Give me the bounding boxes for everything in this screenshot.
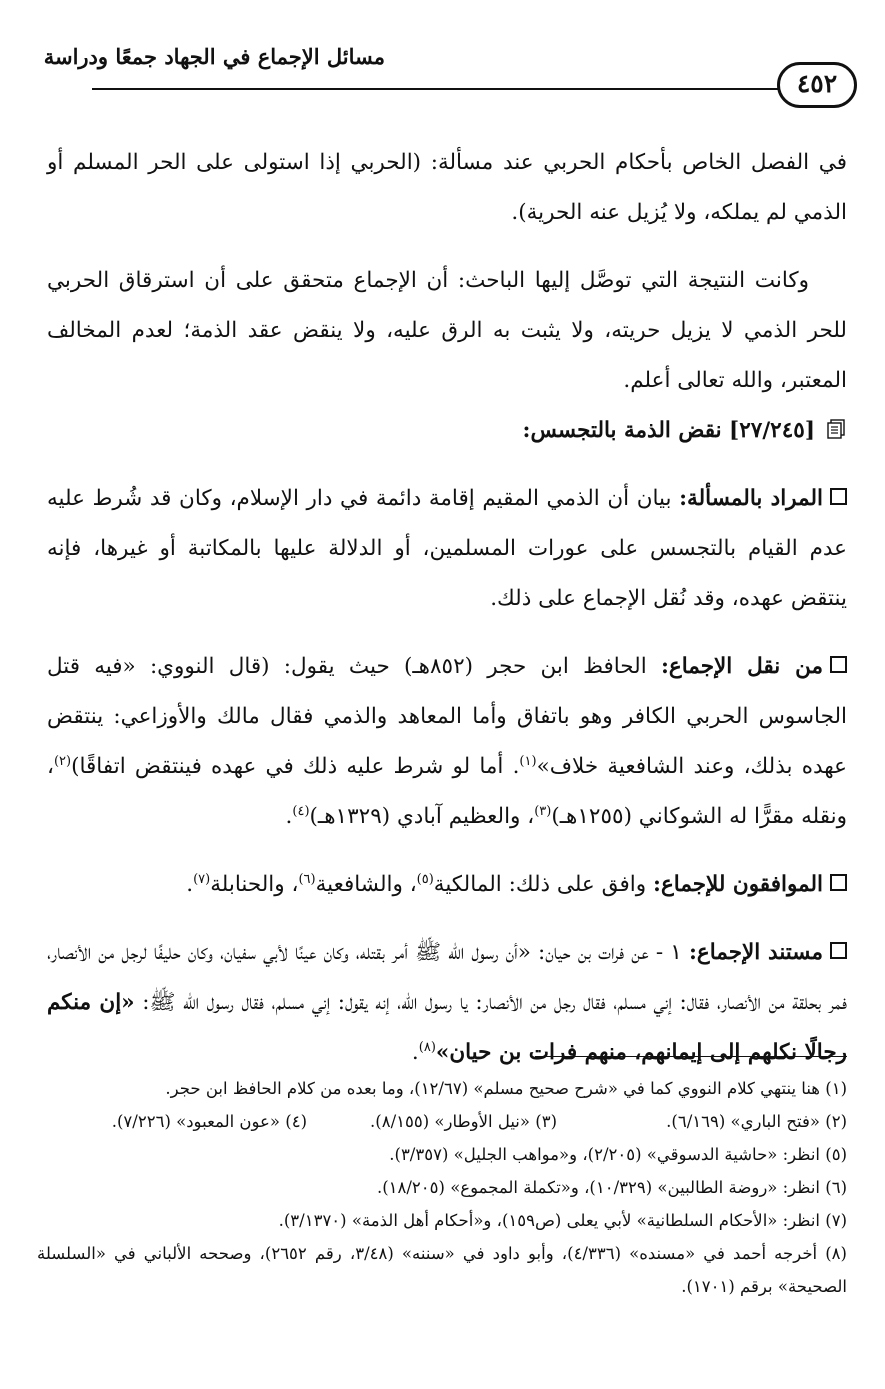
footnote-4: (٤) «عون المعبود» (٧/٢٢٦). — [111, 1112, 307, 1131]
checkbox-square-icon — [830, 874, 847, 891]
naql-text-1: الحافظ ابن حجر (٨٥٢هـ) حيث يقول: (قال النووي: «فيه قتل الجاسوس الحربي الكافر وهو باتفاق وأما المعاهد والذمي فقال مالك والأوزاعي: ينتقض عهده بذلك، وعند الشافعية خلاف» — [47, 654, 847, 779]
checkbox-square-icon — [830, 656, 847, 673]
murad-label: المراد بالمسألة: — [679, 486, 823, 511]
footnote-separator — [535, 1056, 847, 1057]
main-text — [47, 138, 847, 1078]
muwafiqun-text-4: . — [186, 872, 194, 897]
naql-label: من نقل الإجماع: — [660, 654, 823, 679]
book-pages-icon — [825, 409, 847, 431]
footnote-3: (٣) «نيل الأوطار» (٨/١٥٥). — [370, 1112, 557, 1131]
naql-text-4: ، والعظيم آبادي (١٣٢٩هـ) — [309, 804, 535, 829]
footnote-2: (٢) «فتح الباري» (٦/١٦٩). — [666, 1112, 847, 1131]
naql-text-3: ، ونقله مقرًّا له الشوكاني (١٢٥٥هـ) — [47, 754, 847, 829]
footnote-ref-6[interactable]: (٦) — [298, 871, 316, 887]
muwafiqun-text-1: وافق على ذلك: المالكية — [433, 872, 647, 897]
naql-text-2: . أما لو شرط عليه ذلك في عهده فينتقض اتفاقًا) — [71, 754, 520, 779]
paragraph-intro: في الفصل الخاص بأحكام الحربي عند مسألة: (الحربي إذا استولى على الحر المسلم أو الذمي لم يملكه، ولا يُزيل عنه الحرية). — [47, 150, 847, 225]
muwafiqun-label: الموافقون للإجماع: — [653, 872, 823, 897]
footnote-ref-3[interactable]: (٣) — [534, 803, 552, 819]
footnote-ref-1[interactable]: (١) — [519, 753, 537, 769]
paragraph-conclusion: وكانت النتيجة التي توصَّل إليها الباحث: أن الإجماع متحقق على أن استرقاق الحربي للحر الذمي لا يزيل حريته، ولا يثبت به الرق عليه، ولا ينقض عقد الذمة؛ لعدم المخالف المعتبر، والله تعالى أعلم. — [47, 268, 847, 393]
section-heading — [47, 406, 847, 456]
footnotes — [37, 1072, 847, 1303]
footnote-row-2-4 — [37, 1105, 847, 1138]
footnote-7: (٧) انظر: «الأحكام السلطانية» لأبي يعلى (ص١٥٩)، و«أحكام أهل الذمة» (٣/١٣٧٠). — [278, 1211, 847, 1230]
header-rule — [92, 88, 793, 90]
footnote-1: (١) هنا ينتهي كلام النووي كما في «شرح صحيح مسلم» (١٢/٦٧)، وما بعده من كلام الحافظ ابن حجر. — [165, 1079, 847, 1098]
running-header-title: مسائل الإجماع في الجهاد جمعًا ودراسة — [43, 44, 385, 69]
paragraph-murad — [47, 474, 847, 624]
footnote-ref-5[interactable]: (٥) — [416, 871, 434, 887]
checkbox-square-icon — [830, 488, 847, 505]
mustanad-label: مستند الإجماع: — [688, 940, 823, 965]
mustanad-text-1: ١ - عن فرات بن حيان: «أن رسول الله ﷺ أمر بقتله، وكان عينًا لأبي سفيان، وكان حليفًا لرجل من الأنصار، فمر بحلقة من الأنصار، فقال: إني مسلم، فقال رجل من الأنصار: يا رسول الله، إنه يقول: إني مسلم، فقال رسول الله ﷺ: — [47, 940, 847, 1015]
naql-text-5: . — [285, 804, 293, 829]
page-number-badge: ٤٥٢ — [777, 62, 857, 108]
hadith-quote: «إن منكم رجالًا نكلهم إلى إيمانهم، منهم فرات بن حيان» — [47, 990, 847, 1065]
footnote-ref-8[interactable]: (٨) — [418, 1039, 436, 1055]
footnote-5: (٥) انظر: «حاشية الدسوقي» (٢/٢٠٥)، و«مواهب الجليل» (٣/٣٥٧). — [389, 1145, 847, 1164]
footnote-8: (٨) أخرجه أحمد في «مسنده» (٤/٣٣٦)، وأبو داود في «سننه» (٣/٤٨، رقم ٢٦٥٢)، وصححه الألباني في «السلسلة الصحيحة» برقم (١٧٠١). — [37, 1244, 847, 1296]
mustanad-text-2: . — [411, 1040, 419, 1065]
checkbox-square-icon — [830, 942, 847, 959]
muwafiqun-text-2: ، والشافعية — [315, 872, 417, 897]
paragraph-muwafiqun — [47, 860, 847, 910]
footnote-6: (٦) انظر: «روضة الطالبين» (١٠/٣٢٩)، و«تكملة المجموع» (١٨/٢٠٥). — [376, 1178, 847, 1197]
footnote-ref-4[interactable]: (٤) — [292, 803, 310, 819]
footnote-ref-2[interactable]: (٢) — [53, 753, 72, 769]
section-heading-text: [٢٧/٢٤٥] نقض الذمة بالتجسس: — [522, 418, 815, 443]
muwafiqun-text-3: ، والحنابلة — [210, 872, 299, 897]
paragraph-naql — [47, 642, 847, 842]
murad-text: بيان أن الذمي المقيم إقامة دائمة في دار الإسلام، وكان قد شُرط عليه عدم القيام بالتجسس على عورات المسلمين، أو الدلالة عليها بالمكاتبة أو غيرها، فإنه ينتقض عهده، وقد نُقل الإجماع على ذلك. — [47, 486, 847, 611]
footnote-ref-7[interactable]: (٧) — [193, 871, 211, 887]
